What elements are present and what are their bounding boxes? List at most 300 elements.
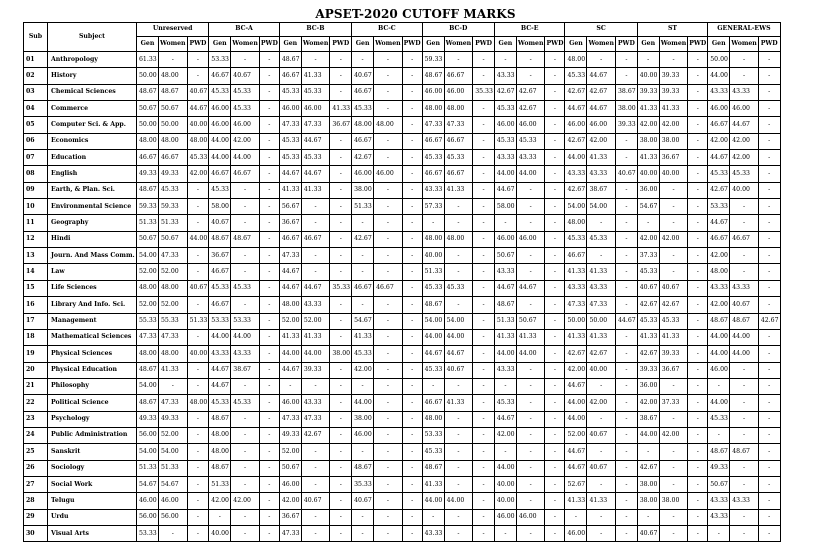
cutoff-cell: - <box>444 509 473 525</box>
header-group: Unreserved <box>137 23 209 37</box>
cutoff-cell: - <box>330 509 352 525</box>
cutoff-cell: - <box>688 444 708 460</box>
cutoff-cell: - <box>659 182 688 198</box>
cutoff-cell: - <box>688 133 708 149</box>
cutoff-cell: 44.67 <box>587 68 616 84</box>
cutoff-cell: 47.33 <box>279 117 301 133</box>
cutoff-cell: 44.00 <box>708 395 730 411</box>
cutoff-cell: 42.67 <box>587 84 616 100</box>
cutoff-cell: 42.00 <box>565 362 587 378</box>
cutoff-cell: - <box>330 329 352 345</box>
cutoff-cell: - <box>259 427 279 443</box>
cutoff-cell: - <box>616 133 638 149</box>
cutoff-cell: - <box>444 199 473 215</box>
cutoff-cell: 44.00 <box>494 460 516 476</box>
row-subject: Geography <box>48 215 137 231</box>
row-subject: Urdu <box>48 509 137 525</box>
cutoff-cell: 47.33 <box>159 329 188 345</box>
cutoff-cell: - <box>231 182 260 198</box>
cutoff-cell: - <box>516 52 545 68</box>
cutoff-cell: - <box>758 476 780 492</box>
cutoff-cell: 45.33 <box>279 150 301 166</box>
cutoff-cell: - <box>688 199 708 215</box>
cutoff-cell: - <box>616 248 638 264</box>
cutoff-cell: 42.00 <box>587 133 616 149</box>
row-subject: Mathematical Sciences <box>48 329 137 345</box>
cutoff-cell: - <box>259 101 279 117</box>
cutoff-cell: - <box>231 460 260 476</box>
cutoff-cell: 44.00 <box>637 427 659 443</box>
cutoff-cell: - <box>187 509 209 525</box>
cutoff-cell: 40.67 <box>352 493 374 509</box>
cutoff-cell: 42.00 <box>352 362 374 378</box>
cutoff-cell: 46.67 <box>231 166 260 182</box>
cutoff-cell: - <box>231 297 260 313</box>
cutoff-cell: 42.67 <box>565 133 587 149</box>
cutoff-cell: - <box>330 182 352 198</box>
cutoff-cell: 36.67 <box>330 117 352 133</box>
cutoff-cell: 40.00 <box>494 476 516 492</box>
cutoff-cell: 42.00 <box>708 297 730 313</box>
cutoff-cell: - <box>330 150 352 166</box>
cutoff-cell: - <box>330 444 352 460</box>
header-sub-label: Women <box>301 37 330 52</box>
cutoff-cell: - <box>301 215 330 231</box>
cutoff-cell: 44.00 <box>444 493 473 509</box>
cutoff-cell: - <box>473 509 495 525</box>
cutoff-cell: 44.67 <box>187 101 209 117</box>
cutoff-cell: 37.33 <box>659 395 688 411</box>
cutoff-cell: - <box>688 411 708 427</box>
row-number: 24 <box>24 427 48 443</box>
cutoff-cell: 42.00 <box>637 231 659 247</box>
row-number: 19 <box>24 346 48 362</box>
cutoff-cell: - <box>587 411 616 427</box>
cutoff-cell: - <box>444 215 473 231</box>
cutoff-cell: - <box>659 199 688 215</box>
cutoff-cell: 47.33 <box>444 117 473 133</box>
cutoff-cell: - <box>545 329 565 345</box>
cutoff-cell: - <box>330 231 352 247</box>
cutoff-cell: - <box>444 297 473 313</box>
cutoff-cell: 46.00 <box>209 101 231 117</box>
cutoff-cell: - <box>545 313 565 329</box>
cutoff-cell: - <box>616 182 638 198</box>
cutoff-cell: 38.00 <box>637 493 659 509</box>
cutoff-cell: 46.67 <box>374 280 403 296</box>
cutoff-cell: 56.00 <box>137 427 159 443</box>
cutoff-cell: - <box>688 395 708 411</box>
cutoff-cell: 50.00 <box>565 313 587 329</box>
cutoff-cell: 44.00 <box>444 329 473 345</box>
cutoff-cell: 56.67 <box>279 199 301 215</box>
cutoff-cell: - <box>758 150 780 166</box>
cutoff-cell: 46.00 <box>708 101 730 117</box>
cutoff-cell: 40.67 <box>209 215 231 231</box>
cutoff-cell: 46.00 <box>279 395 301 411</box>
cutoff-cell: - <box>422 215 444 231</box>
cutoff-cell: 46.00 <box>209 117 231 133</box>
cutoff-cell: 44.67 <box>301 166 330 182</box>
cutoff-cell: - <box>473 444 495 460</box>
cutoff-cell: - <box>616 231 638 247</box>
cutoff-cell: - <box>187 525 209 541</box>
cutoff-cell: 38.00 <box>659 493 688 509</box>
cutoff-cell: 42.67 <box>494 84 516 100</box>
cutoff-cell: - <box>259 150 279 166</box>
cutoff-cell: - <box>374 525 403 541</box>
cutoff-cell: 47.33 <box>279 411 301 427</box>
cutoff-cell: 41.33 <box>637 150 659 166</box>
cutoff-cell: - <box>473 215 495 231</box>
cutoff-cell: - <box>688 166 708 182</box>
row-subject: Hindi <box>48 231 137 247</box>
header-sub-label: Gen <box>565 37 587 52</box>
cutoff-cell: - <box>330 215 352 231</box>
cutoff-cell: 41.33 <box>330 101 352 117</box>
cutoff-cell: - <box>758 346 780 362</box>
cutoff-cell: 48.00 <box>209 427 231 443</box>
cutoff-cell: - <box>231 52 260 68</box>
cutoff-cell: - <box>616 493 638 509</box>
cutoff-cell: 42.00 <box>279 493 301 509</box>
cutoff-cell: 39.33 <box>301 362 330 378</box>
cutoff-cell: 48.00 <box>187 395 209 411</box>
cutoff-cell: 45.33 <box>565 68 587 84</box>
cutoff-cell: - <box>545 444 565 460</box>
cutoff-cell: - <box>259 411 279 427</box>
cutoff-cell: - <box>231 525 260 541</box>
cutoff-cell: - <box>659 378 688 394</box>
cutoff-cell: - <box>259 280 279 296</box>
cutoff-cell: 41.33 <box>279 329 301 345</box>
cutoff-cell: 45.33 <box>494 395 516 411</box>
cutoff-cell: - <box>330 313 352 329</box>
cutoff-cell: - <box>545 509 565 525</box>
cutoff-cell: 51.33 <box>159 460 188 476</box>
cutoff-cell: 42.67 <box>516 101 545 117</box>
cutoff-cell: 41.33 <box>422 476 444 492</box>
cutoff-cell: - <box>587 248 616 264</box>
cutoff-cell: - <box>259 133 279 149</box>
table-row <box>24 150 781 166</box>
row-number: 26 <box>24 460 48 476</box>
cutoff-cell: - <box>444 525 473 541</box>
cutoff-cell: 49.33 <box>137 411 159 427</box>
table-row <box>24 362 781 378</box>
cutoff-cell: 45.33 <box>209 84 231 100</box>
cutoff-cell: 38.00 <box>352 411 374 427</box>
cutoff-cell: 52.00 <box>279 313 301 329</box>
cutoff-cell: 57.33 <box>422 199 444 215</box>
cutoff-cell: 48.67 <box>137 84 159 100</box>
row-number: 25 <box>24 444 48 460</box>
cutoff-cell: 44.00 <box>231 150 260 166</box>
cutoff-cell: 58.00 <box>209 199 231 215</box>
cutoff-cell: - <box>637 52 659 68</box>
cutoff-cell: 61.33 <box>137 52 159 68</box>
cutoff-cell: - <box>730 215 759 231</box>
cutoff-cell: 48.00 <box>159 68 188 84</box>
cutoff-cell: - <box>516 362 545 378</box>
cutoff-cell: 45.33 <box>708 166 730 182</box>
cutoff-cell: - <box>374 509 403 525</box>
cutoff-cell: - <box>587 509 616 525</box>
cutoff-cell: 44.67 <box>209 362 231 378</box>
cutoff-cell: - <box>301 264 330 280</box>
cutoff-cell: - <box>545 133 565 149</box>
cutoff-cell: 45.33 <box>209 280 231 296</box>
cutoff-cell: - <box>187 444 209 460</box>
header-sub-label: PWD <box>688 37 708 52</box>
cutoff-cell: 48.67 <box>708 313 730 329</box>
cutoff-cell: - <box>259 199 279 215</box>
cutoff-cell: 36.67 <box>659 362 688 378</box>
cutoff-cell: - <box>402 101 422 117</box>
cutoff-cell: - <box>279 378 301 394</box>
cutoff-cell: - <box>758 411 780 427</box>
cutoff-cell: 42.67 <box>565 182 587 198</box>
cutoff-cell: - <box>516 264 545 280</box>
cutoff-cell: 38.00 <box>659 133 688 149</box>
cutoff-cell: - <box>688 101 708 117</box>
cutoff-cell: 43.33 <box>565 280 587 296</box>
cutoff-cell: - <box>659 264 688 280</box>
cutoff-cell: 41.33 <box>587 493 616 509</box>
cutoff-cell: - <box>231 378 260 394</box>
cutoff-cell: - <box>402 378 422 394</box>
cutoff-cell: 43.33 <box>231 346 260 362</box>
cutoff-cell: - <box>402 215 422 231</box>
row-number: 05 <box>24 117 48 133</box>
cutoff-cell: - <box>616 280 638 296</box>
cutoff-cell: - <box>352 52 374 68</box>
cutoff-cell: 41.33 <box>565 264 587 280</box>
cutoff-cell: 46.00 <box>301 101 330 117</box>
cutoff-cell: - <box>231 411 260 427</box>
cutoff-cell: - <box>259 52 279 68</box>
cutoff-cell: 42.00 <box>730 150 759 166</box>
cutoff-cell: 44.67 <box>565 378 587 394</box>
cutoff-cell: - <box>301 248 330 264</box>
cutoff-cell: 38.00 <box>637 476 659 492</box>
cutoff-cell: - <box>402 444 422 460</box>
cutoff-cell: - <box>352 444 374 460</box>
row-subject: Library And Info. Sci. <box>48 297 137 313</box>
header-sub-label: Gen <box>422 37 444 52</box>
cutoff-cell: - <box>473 182 495 198</box>
cutoff-cell: 46.00 <box>422 84 444 100</box>
cutoff-cell: 39.33 <box>637 362 659 378</box>
cutoff-cell: - <box>587 378 616 394</box>
cutoff-cell: - <box>473 395 495 411</box>
cutoff-cell: - <box>758 280 780 296</box>
cutoff-cell: 45.33 <box>422 444 444 460</box>
cutoff-cell: 38.00 <box>330 346 352 362</box>
cutoff-cell: - <box>516 411 545 427</box>
cutoff-cell: - <box>516 199 545 215</box>
cutoff-cell: - <box>758 329 780 345</box>
cutoff-cell: 46.00 <box>352 427 374 443</box>
cutoff-cell: - <box>688 297 708 313</box>
cutoff-cell: 43.33 <box>708 509 730 525</box>
cutoff-cell: 40.67 <box>187 84 209 100</box>
cutoff-cell: - <box>516 182 545 198</box>
cutoff-cell: - <box>402 280 422 296</box>
table-row <box>24 444 781 460</box>
cutoff-cell: - <box>494 52 516 68</box>
cutoff-cell: 44.00 <box>209 329 231 345</box>
cutoff-cell: - <box>259 460 279 476</box>
cutoff-cell: 46.00 <box>374 166 403 182</box>
cutoff-cell: - <box>730 68 759 84</box>
cutoff-cell: 45.33 <box>730 166 759 182</box>
cutoff-cell: - <box>259 297 279 313</box>
cutoff-cell: 45.33 <box>659 313 688 329</box>
cutoff-cell: 40.67 <box>301 493 330 509</box>
cutoff-cell: - <box>259 264 279 280</box>
cutoff-cell: 46.67 <box>279 68 301 84</box>
cutoff-cell: - <box>616 362 638 378</box>
cutoff-cell: 40.00 <box>730 182 759 198</box>
cutoff-cell: 48.67 <box>708 444 730 460</box>
header-group: BC-E <box>494 23 565 37</box>
cutoff-cell: - <box>374 411 403 427</box>
cutoff-cell: 52.00 <box>159 297 188 313</box>
cutoff-cell: 51.33 <box>137 460 159 476</box>
cutoff-cell: - <box>688 248 708 264</box>
cutoff-cell: 45.33 <box>444 280 473 296</box>
cutoff-cell: - <box>259 362 279 378</box>
cutoff-cell: 44.00 <box>352 395 374 411</box>
cutoff-cell: 42.67 <box>352 150 374 166</box>
cutoff-cell: - <box>402 493 422 509</box>
row-subject: Journ. And Mass Comm. <box>48 248 137 264</box>
cutoff-cell: 40.67 <box>587 427 616 443</box>
cutoff-cell: 50.00 <box>137 68 159 84</box>
cutoff-cell: 54.00 <box>565 199 587 215</box>
header-sub-label: Women <box>659 37 688 52</box>
cutoff-cell: - <box>616 395 638 411</box>
cutoff-cell: 44.67 <box>422 346 444 362</box>
cutoff-cell: - <box>758 509 780 525</box>
cutoff-cell: 43.33 <box>301 297 330 313</box>
header-sub-label: Gen <box>352 37 374 52</box>
cutoff-cell: - <box>330 395 352 411</box>
cutoff-cell: 46.67 <box>730 231 759 247</box>
row-number: 29 <box>24 509 48 525</box>
cutoff-cell: 55.33 <box>137 313 159 329</box>
cutoff-cell: 40.67 <box>637 280 659 296</box>
cutoff-cell: - <box>352 297 374 313</box>
cutoff-cell: - <box>758 525 780 541</box>
cutoff-cell: - <box>444 248 473 264</box>
cutoff-cell: 48.00 <box>422 411 444 427</box>
cutoff-cell: - <box>545 231 565 247</box>
cutoff-cell: 45.33 <box>352 101 374 117</box>
cutoff-cell: 45.33 <box>352 346 374 362</box>
cutoff-cell: - <box>231 199 260 215</box>
cutoff-cell: 48.67 <box>422 460 444 476</box>
cutoff-cell: - <box>688 313 708 329</box>
cutoff-cell: 45.33 <box>494 133 516 149</box>
cutoff-cell: 41.33 <box>444 395 473 411</box>
cutoff-cell: - <box>402 84 422 100</box>
cutoff-cell: - <box>330 199 352 215</box>
cutoff-cell: - <box>758 297 780 313</box>
cutoff-cell: 48.67 <box>209 231 231 247</box>
table-row <box>24 493 781 509</box>
cutoff-cell: 46.00 <box>565 117 587 133</box>
cutoff-cell: 43.33 <box>730 84 759 100</box>
cutoff-cell: 47.33 <box>301 411 330 427</box>
cutoff-cell: 40.00 <box>187 117 209 133</box>
table-row <box>24 199 781 215</box>
cutoff-cell: 48.67 <box>730 313 759 329</box>
cutoff-cell: 38.67 <box>587 182 616 198</box>
cutoff-cell: 44.67 <box>708 215 730 231</box>
cutoff-cell: - <box>516 493 545 509</box>
cutoff-cell: 42.00 <box>637 395 659 411</box>
cutoff-cell: - <box>545 248 565 264</box>
cutoff-cell: - <box>473 52 495 68</box>
cutoff-cell: 42.00 <box>659 427 688 443</box>
cutoff-cell: - <box>545 346 565 362</box>
cutoff-cell: - <box>301 444 330 460</box>
cutoff-cell: 36.67 <box>659 150 688 166</box>
cutoff-cell: - <box>473 313 495 329</box>
cutoff-cell: - <box>444 264 473 280</box>
cutoff-cell: 40.00 <box>187 346 209 362</box>
cutoff-cell: 40.00 <box>659 166 688 182</box>
cutoff-cell: - <box>688 280 708 296</box>
cutoff-cell: 47.33 <box>279 525 301 541</box>
cutoff-cell: - <box>616 346 638 362</box>
cutoff-cell: 41.33 <box>637 329 659 345</box>
cutoff-cell: 45.33 <box>708 411 730 427</box>
row-number: 07 <box>24 150 48 166</box>
cutoff-cell: - <box>659 460 688 476</box>
cutoff-cell: 45.33 <box>422 150 444 166</box>
cutoff-cell: - <box>730 264 759 280</box>
cutoff-cell: - <box>688 525 708 541</box>
cutoff-cell: - <box>688 427 708 443</box>
cutoff-cell: - <box>259 329 279 345</box>
cutoff-cell: - <box>402 182 422 198</box>
row-number: 17 <box>24 313 48 329</box>
cutoff-cell: - <box>402 525 422 541</box>
header-sub: Sub <box>24 23 48 52</box>
cutoff-cell: 44.67 <box>565 101 587 117</box>
cutoff-cell: - <box>330 68 352 84</box>
cutoff-cell: 41.33 <box>301 329 330 345</box>
cutoff-cell: 41.33 <box>159 362 188 378</box>
cutoff-cell: 43.33 <box>209 346 231 362</box>
cutoff-cell: 44.00 <box>301 346 330 362</box>
cutoff-cell: 44.67 <box>587 101 616 117</box>
header-sub-label: Gen <box>209 37 231 52</box>
row-subject: Philosophy <box>48 378 137 394</box>
cutoff-cell: - <box>231 476 260 492</box>
cutoff-cell: 38.67 <box>231 362 260 378</box>
cutoff-cell: 44.00 <box>209 150 231 166</box>
cutoff-cell: 44.00 <box>231 329 260 345</box>
cutoff-cell: 53.33 <box>231 313 260 329</box>
row-subject: Sociology <box>48 460 137 476</box>
header-sub-label: PWD <box>545 37 565 52</box>
cutoff-cell: 43.33 <box>587 280 616 296</box>
cutoff-cell: - <box>688 117 708 133</box>
